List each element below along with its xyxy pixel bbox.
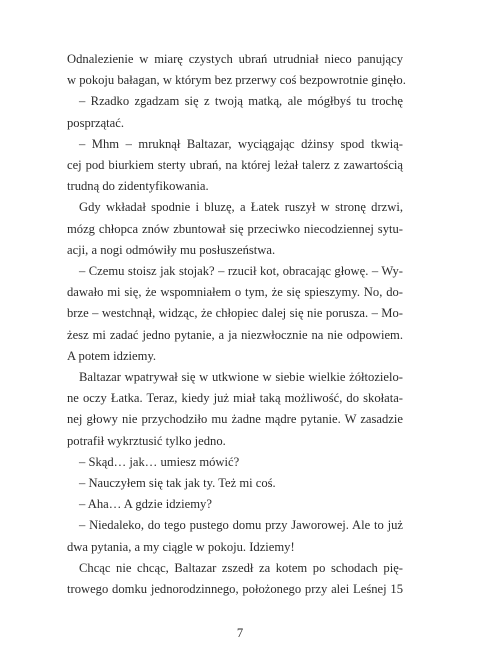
text-line: dwa pytania, a my ciągle w pokoju. Idziemy! — [67, 539, 295, 554]
text-line: ne oczy Łatka. Teraz, kiedy już miał taką możliwość, do skołata- — [67, 391, 403, 406]
text-line: żesz mi zadać jedno pytanie, a ja niezwłocznie na nie odpowiem. — [67, 327, 403, 342]
text-line: acji, a nogi odmówiły mu posłuszeństwa. — [67, 242, 276, 257]
text-line: Chcąc nie chcąc, Baltazar zszedł za kotem po schodach pię- — [79, 560, 403, 575]
page-number: 7 — [236, 626, 244, 640]
text-line: – Mhm – mruknął Baltazar, wyciągając dżinsy spod tkwią- — [79, 136, 403, 151]
text-line: mózg chłopca znów zbuntował się przeciwko niecodziennej sytu- — [67, 221, 403, 236]
text-line: brze – westchnął, widząc, że chłopiec dalej się nie porusza. – Mo- — [67, 306, 403, 321]
text-line: A potem idziemy. — [67, 348, 157, 363]
text-line: – Czemu stoisz jak stojak? – rzucił kot, obracając głowę. – Wy- — [79, 264, 403, 279]
text-line: dawało mi się, że wspomniałem o tym, że się spieszymy. No, do- — [67, 285, 403, 300]
text-line: – Skąd… jak… umiesz mówić? — [79, 454, 240, 469]
text-line: nej głowy nie przychodziło mu żadne mądre pytanie. W zasadzie — [67, 412, 403, 427]
text-line: – Niedaleko, do tego pustego domu przy Jaworowej. Ale to już — [79, 518, 403, 533]
body-text — [67, 49, 406, 600]
text-line: Baltazar wpatrywał się w utkwione w siebie wielkie żółtozielo- — [79, 370, 403, 385]
text-line: Odnalezienie w miarę czystych ubrań utrudniał nieco panujący — [67, 52, 403, 66]
text-line: Gdy wkładał spodnie i bluzę, a Łatek ruszył w stronę drzwi, — [79, 200, 403, 215]
text-line: cej pod biurkiem sterty ubrań, na której leżał talerz z zawartością — [67, 158, 403, 173]
text-line: w pokoju bałagan, w którym bez przerwy coś bezpowrotnie ginęło. — [67, 73, 406, 88]
text-line: trudną do zidentyfikowania. — [67, 179, 209, 194]
text-line: posprzątać. — [67, 115, 124, 130]
text-line: potrafił wykrztusić tylko jedno. — [67, 433, 226, 448]
text-line: – Aha… A gdzie idziemy? — [79, 497, 212, 512]
text-line: trowego domku jednorodzinnego, położonego przy alei Leśnej 15 — [67, 582, 403, 597]
text-line: – Nauczyłem się tak jak ty. Też mi coś. — [79, 476, 276, 491]
text-line: – Rzadko zgadzam się z twoją matką, ale mógłbyś tu trochę — [79, 94, 403, 109]
